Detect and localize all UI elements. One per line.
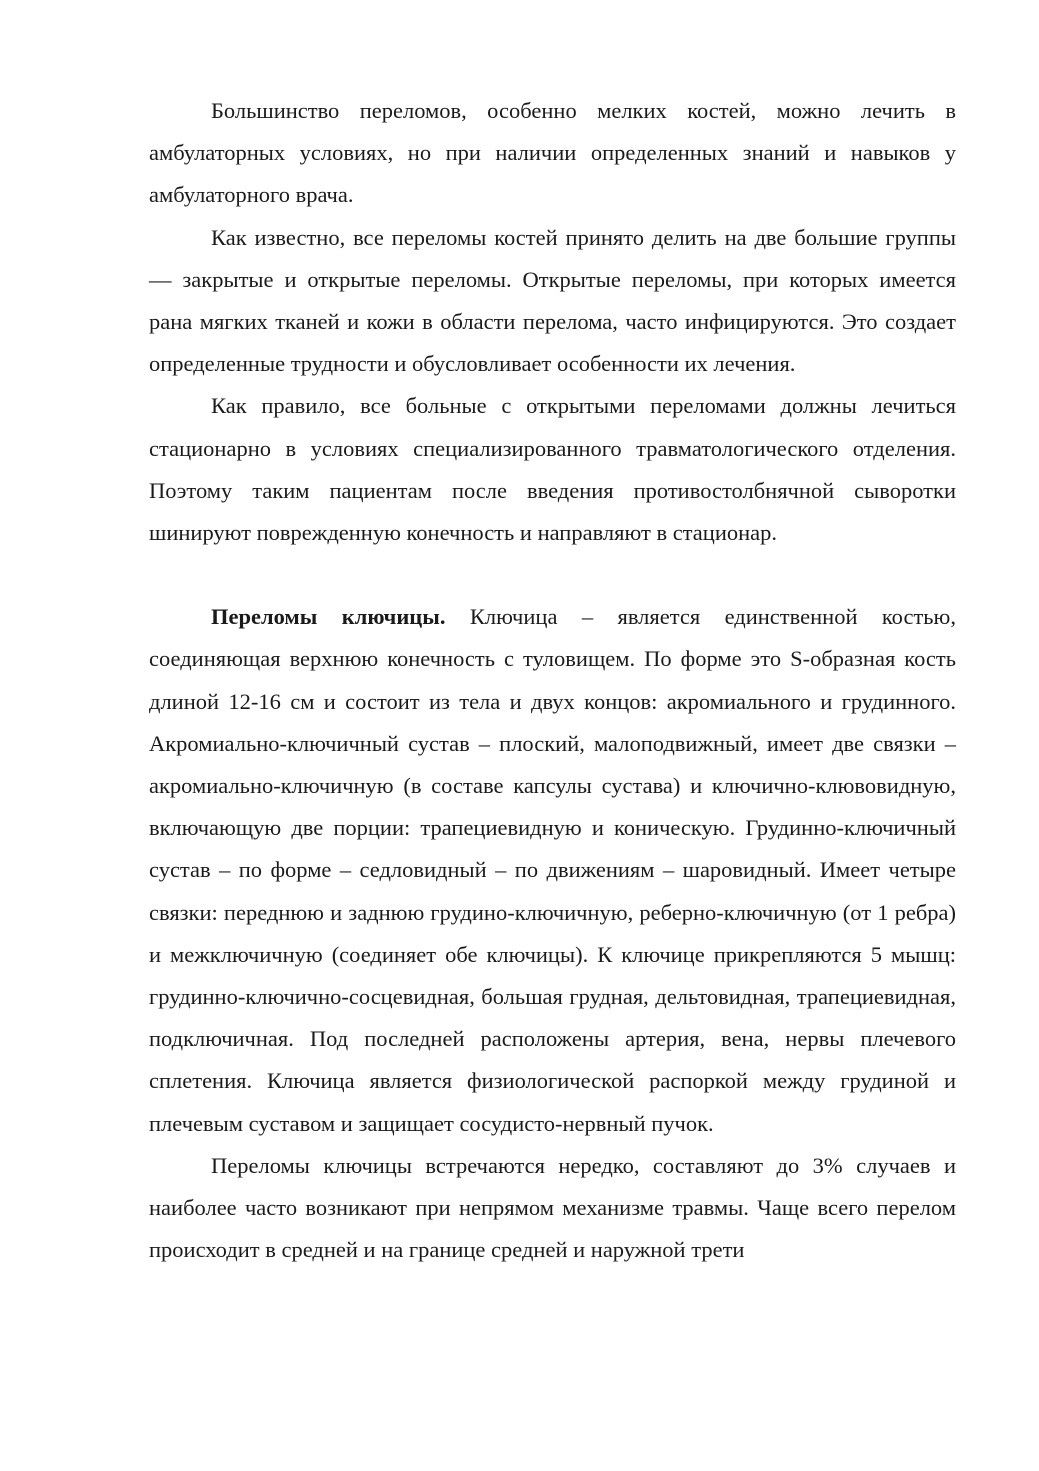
paragraph-clavicle-fracture-frequency: Переломы ключицы встречаются нередко, составляют до 3% случаев и наиболее часто возникают при непрямом механизме травмы. Чаще всего перелом происходит в средней и на границе средней и наружной трети [149,1152,956,1263]
paragraph-outpatient-treatment: Большинство переломов, особенно мелких костей, можно лечить в амбулаторных условиях, но при наличии определенных знаний и навыков у амбулаторного врача. [149,98,956,208]
section-heading-clavicle-fractures: Переломы ключицы. [211,604,446,630]
section-spacer [149,554,956,596]
document-page [149,90,956,1271]
clavicle-anatomy-text: Ключица – является единственной костью, соединяющая верхнюю конечность с туловищем. По форме это S-образная кость длиной 12-16 см и состоит из тела и двух концов: акромиального и грудинного. Акромиально-ключичный сустав – плоский, малоподвижный, имеет две связки – акромиально-ключичную (в составе капсулы сустава) и ключично-клювовидную, включающую две порции: трапециевидную и коническую. Грудинно-ключичный сустав – по форме – седловидный – по движениям – шаровидный. Имеет четыре связки: переднюю и заднюю грудино-ключичную, реберно-ключичную (от 1 ребра) и межключичную (соединяет обе ключицы). К ключице прикрепляются 5 мышц: грудинно-ключично-сосцевидная, большая грудная, дельтовидная, трапециевидная, подключичная. Под последней расположены артерия, вена, нервы плечевого сплетения. Ключица является физиологической распоркой между грудиной и плечевым суставом и защищает сосудисто-нервный пучок. [149,604,956,1136]
paragraph-open-fractures-hospital: Как правило, все больные с открытыми переломами должны лечиться стационарно в условиях специализированного травматологического отделения. Поэтому таким пациентам после введения противостолбнячной сыворотки шинируют поврежденную конечность и направляют в стационар. [149,393,956,546]
paragraph-clavicle-anatomy [149,596,956,1145]
paragraph-fracture-groups: Как известно, все переломы костей принято делить на две большие группы — закрытые и открытые переломы. Открытые переломы, при которых имеется рана мягких тканей и кожи в области перелома, часто инфицируются. Это создает определенные трудности и обусловливает особенности их лечения. [149,224,956,377]
